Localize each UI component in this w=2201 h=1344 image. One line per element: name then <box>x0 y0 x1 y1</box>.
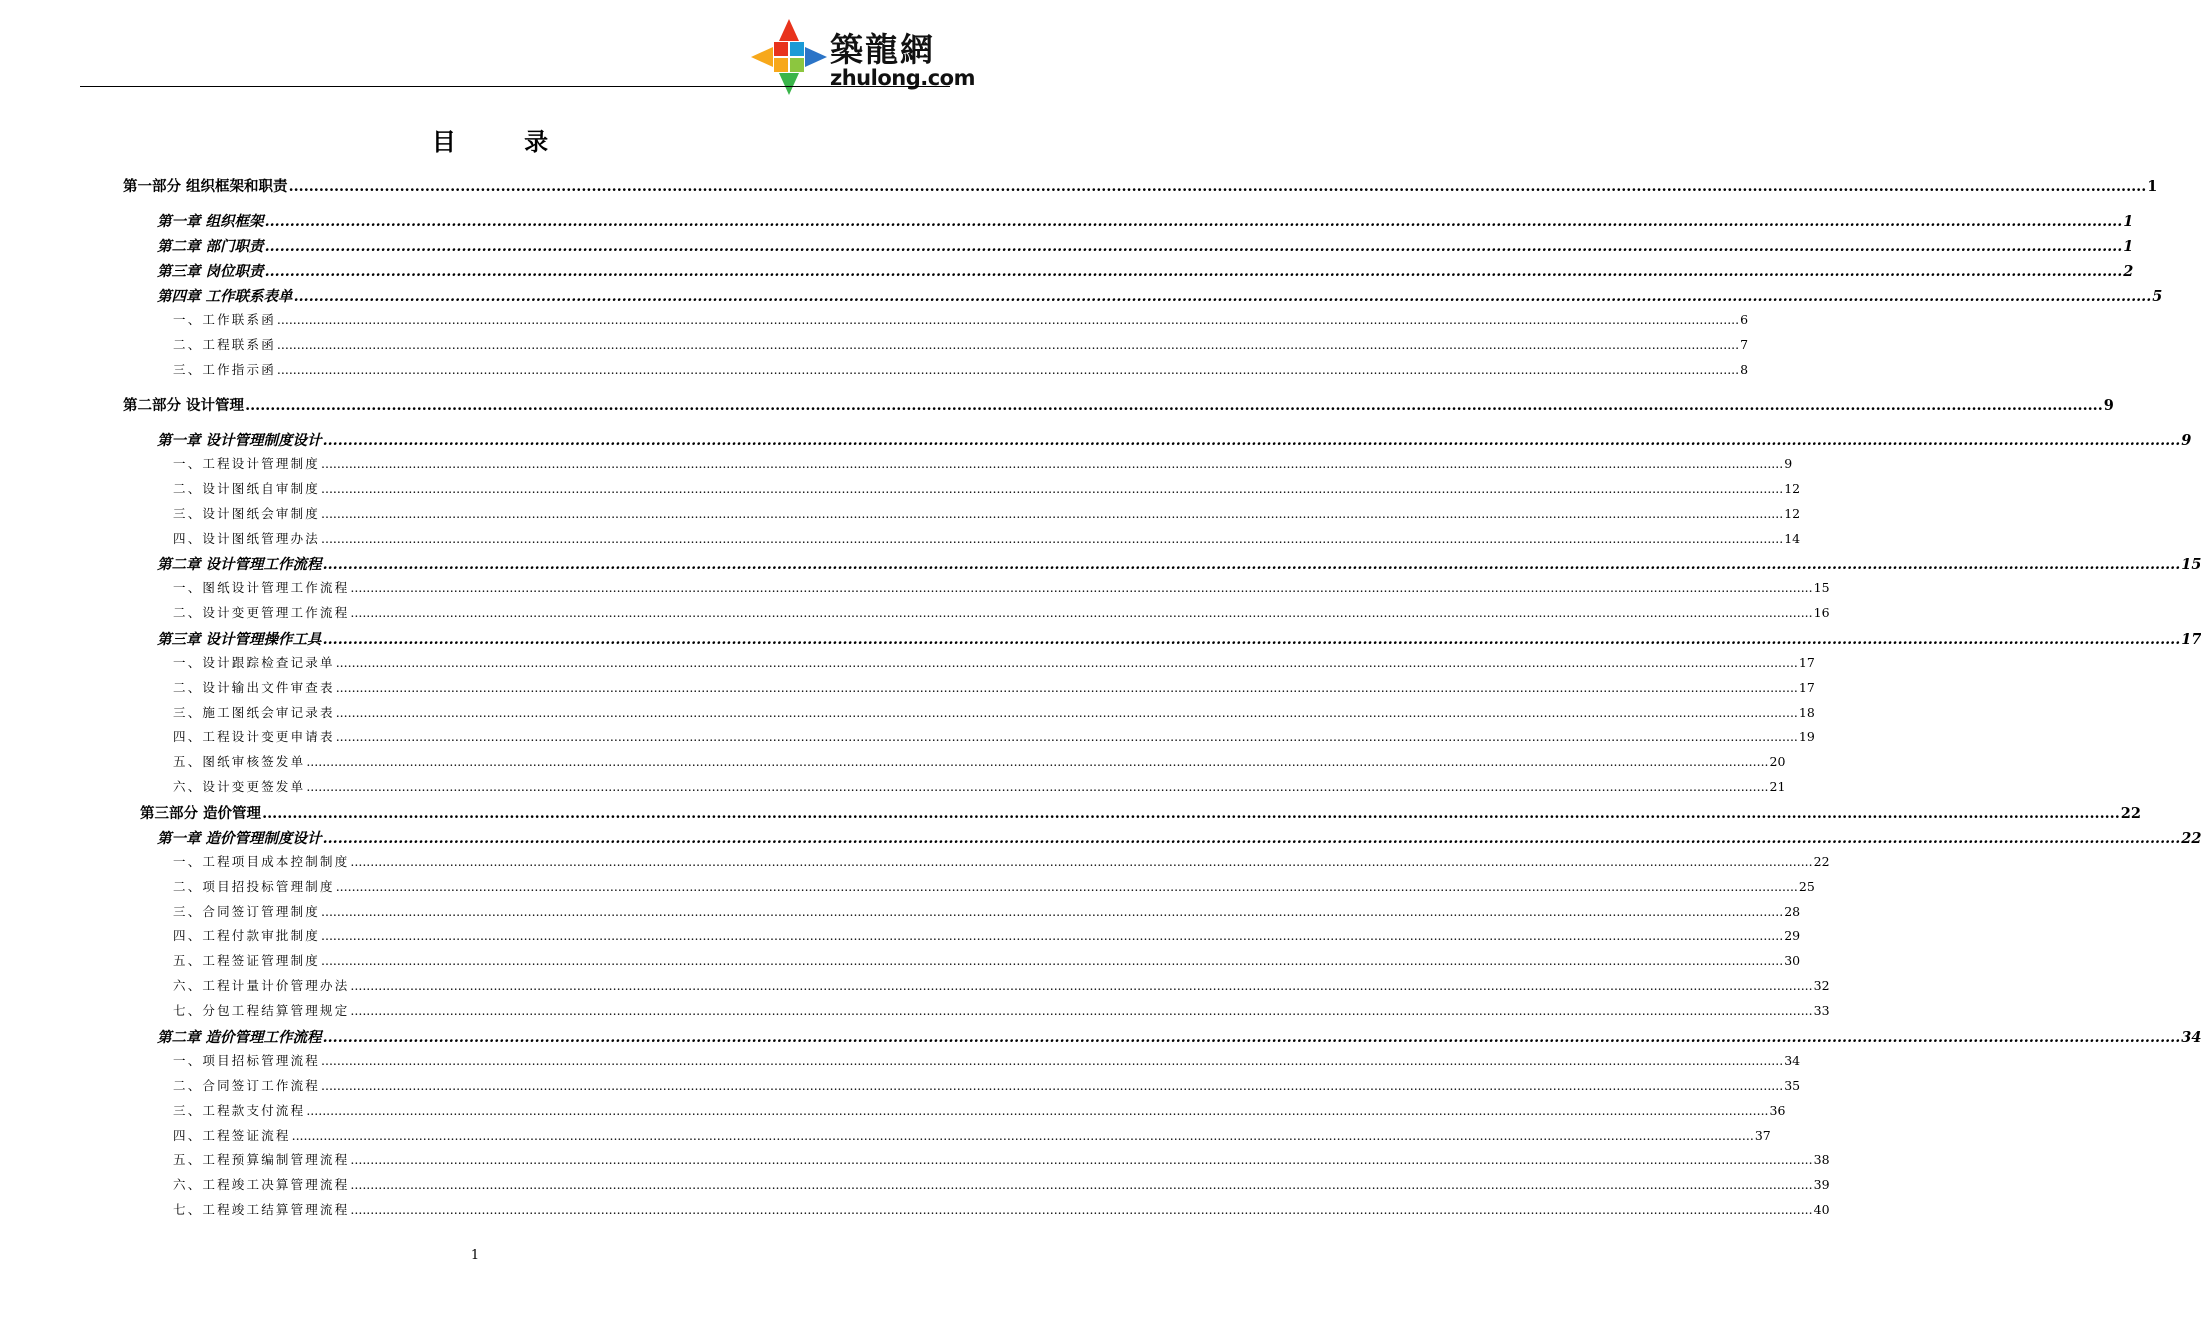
toc-entry-label: 四、工程付款审批制度 <box>173 928 321 943</box>
toc-leader-dots <box>350 1177 1812 1192</box>
toc-entry[interactable] <box>173 777 1786 795</box>
toc-entry[interactable] <box>140 802 2141 823</box>
toc-entry-label: 第一部分 组织框架和职责 <box>123 178 288 195</box>
toc-entry[interactable] <box>173 578 1830 596</box>
toc-entry-label: 一、项目招标管理流程 <box>173 1053 321 1068</box>
toc-entry[interactable] <box>173 902 1801 920</box>
toc-entry[interactable] <box>173 529 1801 547</box>
toc-entry-page: 37 <box>1754 1128 1771 1143</box>
toc-leader-dots <box>306 779 1768 794</box>
toc-entry-label: 第一章 组织框架 <box>157 213 264 230</box>
toc-leader-dots <box>321 1053 1783 1068</box>
toc-entry[interactable] <box>157 285 2163 306</box>
toc-entry[interactable] <box>173 504 1801 522</box>
toc-entry-label: 一、设计跟踪检查记录单 <box>173 655 335 670</box>
toc-entry-page: 9 <box>2103 397 2114 414</box>
logo-chinese-name: 築龍網 <box>830 30 935 69</box>
toc-entry-page: 15 <box>2181 556 2201 573</box>
toc-entry-label: 第二部分 设计管理 <box>123 397 245 414</box>
toc-entry-label: 四、工程设计变更申请表 <box>173 729 335 744</box>
toc-leader-dots <box>321 531 1783 546</box>
toc-leader-dots <box>245 397 2103 414</box>
toc-entry-label: 五、图纸审核签发单 <box>173 754 306 769</box>
toc-entry[interactable] <box>173 1175 1830 1193</box>
toc-entry-label: 三、设计图纸会审制度 <box>173 506 321 521</box>
toc-entry-page: 1 <box>2147 178 2158 195</box>
toc-entry-page: 39 <box>1813 1177 1830 1192</box>
toc-leader-dots <box>294 288 2152 305</box>
logo-english-name: zhulong.com <box>830 66 975 90</box>
toc-entry[interactable] <box>173 926 1801 944</box>
toc-leader-dots <box>323 631 2181 648</box>
toc-leader-dots <box>292 1128 1754 1143</box>
toc-leader-dots <box>306 754 1768 769</box>
toc-entry-label: 三、合同签订管理制度 <box>173 904 321 919</box>
toc-entry-label: 三、施工图纸会审记录表 <box>173 705 335 720</box>
toc-entry-page: 40 <box>1813 1202 1830 1217</box>
toc-entry[interactable] <box>157 827 2201 848</box>
toc-entry-page: 6 <box>1740 312 1749 327</box>
toc-entry-label: 七、工程竣工结算管理流程 <box>173 1202 350 1217</box>
toc-entry-page: 35 <box>1784 1078 1801 1093</box>
toc-leader-dots <box>289 178 2147 195</box>
toc-entry[interactable] <box>173 1076 1801 1094</box>
toc-entry[interactable] <box>123 394 2114 415</box>
toc-entry[interactable] <box>173 752 1786 770</box>
toc-entry-label: 二、工程联系函 <box>173 337 276 352</box>
toc-entry-label: 二、设计图纸自审制度 <box>173 481 321 496</box>
toc-entry[interactable] <box>173 1001 1830 1019</box>
toc-entry-label: 一、工程项目成本控制制度 <box>173 854 350 869</box>
toc-entry-page: 12 <box>1784 481 1801 496</box>
toc-entry-page: 17 <box>2181 631 2201 648</box>
toc-entry-label: 第三部分 造价管理 <box>140 805 262 822</box>
toc-leader-dots <box>350 580 1812 595</box>
toc-entry[interactable] <box>173 603 1830 621</box>
toc-leader-dots <box>321 928 1783 943</box>
toc-leader-dots <box>350 605 1812 620</box>
toc-entry-page: 14 <box>1784 531 1801 546</box>
toc-entry-page: 9 <box>2181 432 2192 449</box>
toc-entry[interactable] <box>173 703 1815 721</box>
toc-leader-dots <box>321 904 1783 919</box>
toc-entry-page: 17 <box>1798 680 1815 695</box>
toc-entry-label: 第一章 造价管理制度设计 <box>157 830 322 847</box>
toc-entry[interactable] <box>173 1051 1801 1069</box>
toc-entry[interactable] <box>173 310 1749 328</box>
toc-entry-label: 一、图纸设计管理工作流程 <box>173 580 350 595</box>
toc-entry[interactable] <box>173 1150 1830 1168</box>
toc-entry-page: 29 <box>1784 928 1801 943</box>
toc-leader-dots <box>336 680 1798 695</box>
toc-entry[interactable] <box>173 1126 1771 1144</box>
toc-entry[interactable] <box>123 175 2158 196</box>
toc-entry[interactable] <box>173 951 1801 969</box>
toc-entry-page: 21 <box>1769 779 1786 794</box>
toc-leader-dots <box>321 953 1783 968</box>
toc-leader-dots <box>350 1202 1812 1217</box>
toc-entry-page: 28 <box>1784 904 1801 919</box>
toc-leader-dots <box>336 655 1798 670</box>
toc-leader-dots <box>277 312 1739 327</box>
toc-entry[interactable] <box>173 653 1815 671</box>
toc-leader-dots <box>323 556 2181 573</box>
toc-entry[interactable] <box>173 976 1830 994</box>
toc-entry-label: 第一章 设计管理制度设计 <box>157 432 322 449</box>
toc-entry-label: 六、工程计量计价管理办法 <box>173 978 350 993</box>
toc-leader-dots <box>350 978 1812 993</box>
toc-entry[interactable] <box>173 727 1815 745</box>
toc-entry[interactable] <box>157 553 2201 574</box>
toc-entry-page: 16 <box>1813 605 1830 620</box>
toc-entry-page: 9 <box>1784 456 1793 471</box>
toc-leader-dots <box>321 506 1783 521</box>
toc-leader-dots <box>265 238 2123 255</box>
toc-entry-page: 17 <box>1798 655 1815 670</box>
toc-entry-label: 第三章 设计管理操作工具 <box>157 631 322 648</box>
toc-entry-page: 34 <box>1784 1053 1801 1068</box>
toc-leader-dots <box>336 729 1798 744</box>
toc-entry-label: 二、项目招投标管理制度 <box>173 879 335 894</box>
toc-entry-label: 第四章 工作联系表单 <box>157 288 293 305</box>
toc-entry[interactable] <box>173 678 1815 696</box>
toc-entry-label: 二、设计输出文件审查表 <box>173 680 335 695</box>
toc-entry-page: 1 <box>2123 238 2134 255</box>
toc-entry[interactable] <box>157 260 2134 281</box>
toc-leader-dots <box>265 263 2123 280</box>
toc-entry-label: 第三章 岗位职责 <box>157 263 264 280</box>
toc-entry-page: 18 <box>1798 705 1815 720</box>
toc-leader-dots <box>321 456 1783 471</box>
toc-entry-label: 六、工程竣工决算管理流程 <box>173 1177 350 1192</box>
toc-leader-dots <box>321 1078 1783 1093</box>
toc-leader-dots <box>277 337 1739 352</box>
toc-entry[interactable] <box>173 1101 1786 1119</box>
toc-entry-page: 36 <box>1769 1103 1786 1118</box>
toc-leader-dots <box>350 1003 1812 1018</box>
toc-entry-page: 22 <box>1813 854 1830 869</box>
toc-leader-dots <box>277 362 1739 377</box>
toc-leader-dots <box>262 805 2120 822</box>
toc-entry-page: 25 <box>1798 879 1815 894</box>
toc-entry-page: 38 <box>1813 1152 1830 1167</box>
toc-entry[interactable] <box>157 429 2192 450</box>
toc-leader-dots <box>321 481 1783 496</box>
toc-leader-dots <box>336 705 1798 720</box>
toc-entry-label: 一、工作联系函 <box>173 312 276 327</box>
page-number: 1 <box>470 1248 480 1263</box>
toc-leader-dots <box>350 1152 1812 1167</box>
toc-entry[interactable] <box>173 454 1793 472</box>
toc-entry-label: 第二章 设计管理工作流程 <box>157 556 322 573</box>
page-title: 目 录 <box>431 127 579 156</box>
toc-entry-page: 30 <box>1784 953 1801 968</box>
toc-entry-label: 一、工程设计管理制度 <box>173 456 321 471</box>
toc-entry-page: 8 <box>1740 362 1749 377</box>
toc-entry-label: 四、设计图纸管理办法 <box>173 531 321 546</box>
toc-entry-page: 12 <box>1784 506 1801 521</box>
toc-entry-page: 15 <box>1813 580 1830 595</box>
toc-entry-page: 33 <box>1813 1003 1830 1018</box>
toc-entry-page: 7 <box>1740 337 1749 352</box>
toc-leader-dots <box>306 1103 1768 1118</box>
toc-entry-label: 四、工程签证流程 <box>173 1128 291 1143</box>
toc-entry-label: 五、工程预算编制管理流程 <box>173 1152 350 1167</box>
toc-leader-dots <box>323 1029 2181 1046</box>
toc-entry[interactable] <box>157 235 2134 256</box>
toc-leader-dots <box>323 830 2181 847</box>
toc-entry[interactable] <box>173 852 1830 870</box>
toc-entry[interactable] <box>157 1026 2201 1047</box>
toc-entry[interactable] <box>173 479 1801 497</box>
toc-entry-label: 三、工作指示函 <box>173 362 276 377</box>
toc-entry-page: 2 <box>2123 263 2134 280</box>
toc-entry-page: 22 <box>2120 805 2141 822</box>
toc-entry-page: 32 <box>1813 978 1830 993</box>
toc-entry[interactable] <box>157 210 2134 231</box>
toc-entry[interactable] <box>173 877 1815 895</box>
toc-entry-label: 二、合同签订工作流程 <box>173 1078 321 1093</box>
toc-leader-dots <box>323 432 2181 449</box>
toc-entry-page: 1 <box>2123 213 2134 230</box>
toc-entry-label: 六、设计变更签发单 <box>173 779 306 794</box>
toc-leader-dots <box>350 854 1812 869</box>
toc-leader-dots <box>265 213 2123 230</box>
toc-entry-label: 七、分包工程结算管理规定 <box>173 1003 350 1018</box>
toc-entry-label: 三、工程款支付流程 <box>173 1103 306 1118</box>
toc-entry[interactable] <box>157 628 2201 649</box>
toc-leader-dots <box>336 879 1798 894</box>
toc-entry-page: 34 <box>2181 1029 2201 1046</box>
toc-entry-label: 第二章 造价管理工作流程 <box>157 1029 322 1046</box>
toc-entry-label: 五、工程签证管理制度 <box>173 953 321 968</box>
toc-entry[interactable] <box>173 1200 1830 1218</box>
toc-entry-page: 19 <box>1798 729 1815 744</box>
toc-entry-page: 5 <box>2152 288 2163 305</box>
toc-entry-label: 第二章 部门职责 <box>157 238 264 255</box>
toc-entry[interactable] <box>173 335 1749 353</box>
toc-entry-label: 二、设计变更管理工作流程 <box>173 605 350 620</box>
toc-entry-page: 20 <box>1769 754 1786 769</box>
toc-entry-page: 22 <box>2181 830 2201 847</box>
toc-entry[interactable] <box>173 360 1749 378</box>
